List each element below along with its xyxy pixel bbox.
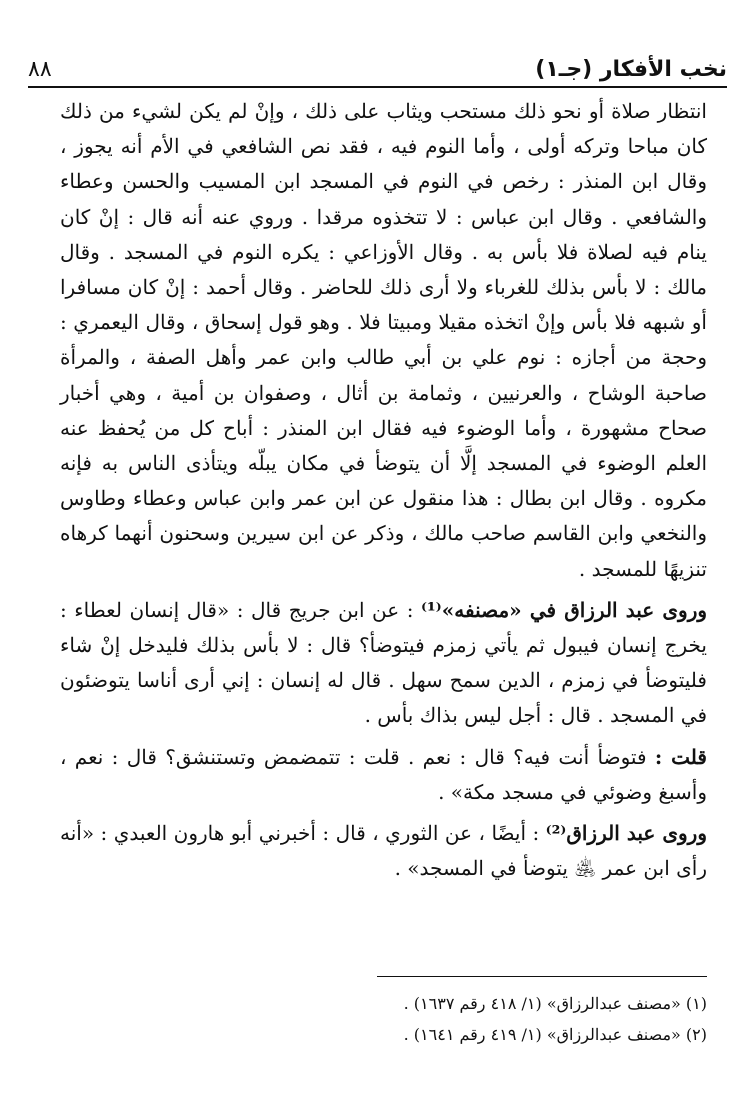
paragraph-text: : عن ابن جريج قال : «قال إنسان لعطاء : يخرج إنسان فيبول ثم يأتي زمزم فيتوضأ؟ قال : لا بأس بذلك فليدخل إنْ شاء فليتوضأ في زمزم ، الدين سمح سهل . قال له إنسان : إني أرى أناسا يتوضئون في المسجد . قال : أجل ليس بذاك بأس . xyxy=(60,597,707,728)
page-header xyxy=(28,48,727,88)
footnote-2: (٢) «مصنف عبدالرزاق» (١/ ٤١٩ رقم ١٦٤١) . xyxy=(403,1025,707,1044)
paragraph-text: انتظار صلاة أو نحو ذلك مستحب ويثاب على ذلك ، وإنْ لم يكن لشيء من ذلك كان مباحا وتركه أولى ، وأما النوم فيه ، فقد نص الشافعي في الأم أنه يجوز ، وقال ابن المنذر : رخص في النوم في المسجد ابن المسيب والحسن وعطاء والشافعي . وقال ابن عباس : لا تتخذوه مرقدا . وروي عنه أنه قال : إنْ كان ينام فيه لصلاة فلا بأس به . وقال الأوزاعي : يكره النوم في المسجد . وقال مالك : لا بأس بذلك للغرباء ولا أرى ذلك للحاضر . وقال أحمد : إنْ كان مسافرا أو شبهه فلا بأس وإنْ اتخذه مقيلا ومبيتا فلا . وهو قول إسحاق ، وقال اليعمري : وحجة من أجازه : نوم علي بن أبي طالب وابن عمر وأهل الصفة ، والمرأة صاحبة الوشاح ، والعرنيين ، وثمامة بن أثال ، وصفوان بن أمية ، وهي أخبار صحاح مشهورة ، وأما الوضوء فيه فقال ابن المنذر : أباح كل من يُحفظ عنه العلم الوضوء في المسجد إلَّا أن يتوضأ في مكان يبلّه ويتأذى الناس به فإنه مكروه . وقال ابن بطال : هذا منقول عن ابن عمر وابن عباس وعطاء وطاوس والنخعي وابن القاسم صاحب مالك ، وذكر عن ابن سيرين وسحنون أنهما كرهاه تنزيهًا للمسجد . xyxy=(60,99,707,581)
footnote-divider xyxy=(377,976,707,977)
paragraph-1 xyxy=(60,94,707,587)
book-title: نخب الأفكار (جـ١) xyxy=(535,57,727,82)
paragraph-text: : أيضًا ، عن الثوري ، قال : أخبرني أبو هارون العبدي : «أنه رأى ابن عمر ﵁ يتوضأ في المسجد» . xyxy=(60,821,707,881)
paragraph-2 xyxy=(60,593,707,734)
main-text xyxy=(60,94,707,886)
paragraph-lead: وروى عبد الرزاق في «مصنفه»⁽¹⁾ xyxy=(421,597,708,622)
paragraph-lead: قلت : xyxy=(654,744,707,769)
paragraph-lead: وروى عبد الرزاق⁽²⁾ xyxy=(545,821,707,846)
footnotes xyxy=(60,988,707,1050)
page-number: ٨٨ xyxy=(28,57,52,82)
paragraph-3 xyxy=(60,740,707,810)
paragraph-4 xyxy=(60,816,707,886)
paragraph-text: فتوضأ أنت فيه؟ قال : نعم . قلت : تتمضمض وتستنشق؟ قال : نعم ، وأسبغ وضوئي في مسجد مكة» . xyxy=(60,744,707,804)
footnote-1: (١) «مصنف عبدالرزاق» (١/ ٤١٨ رقم ١٦٣٧) . xyxy=(403,994,707,1013)
